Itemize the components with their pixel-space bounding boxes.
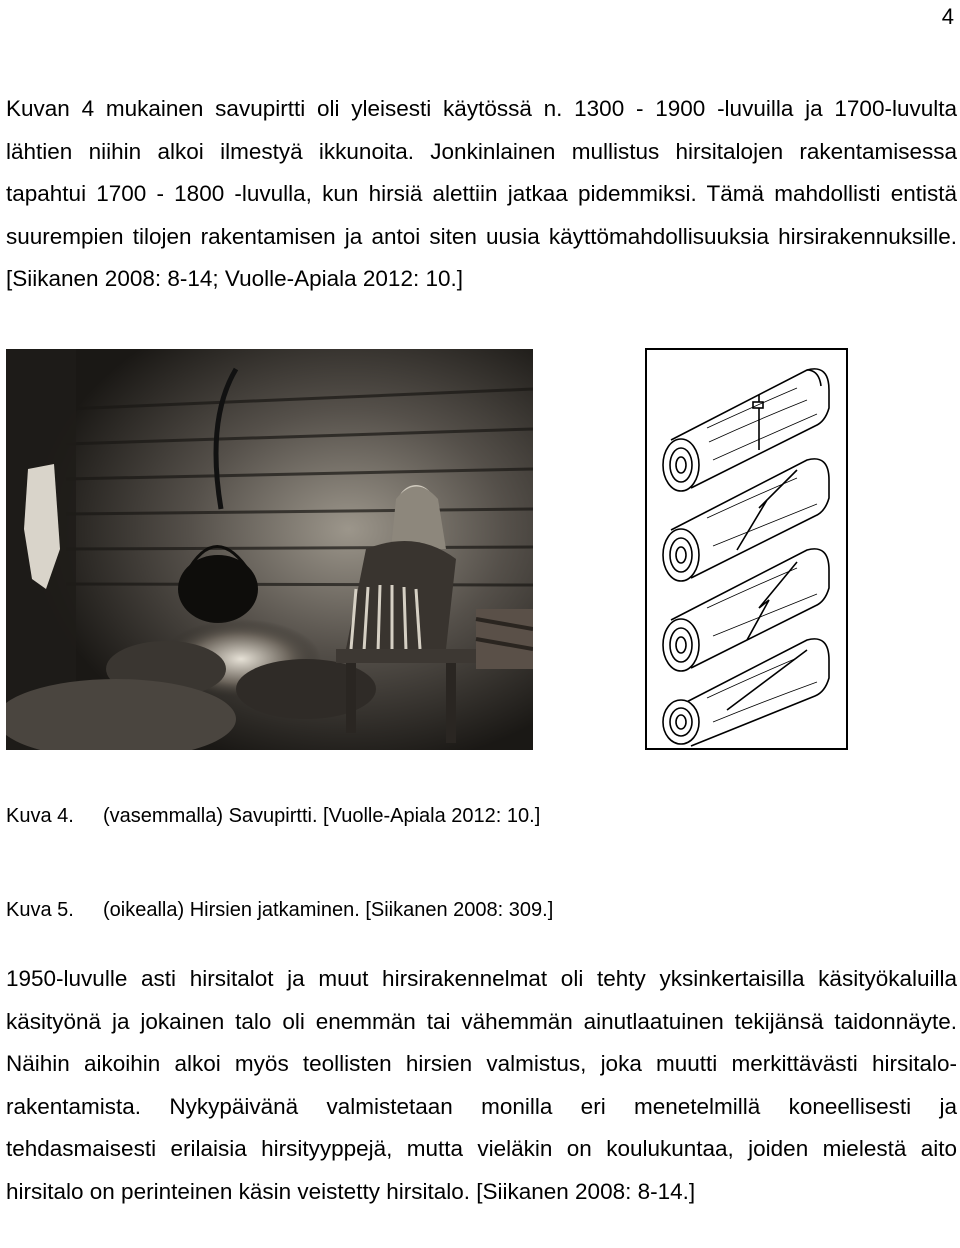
smoke-cabin-photo: [6, 349, 533, 750]
caption-label: Kuva 4.: [6, 805, 74, 827]
figure-caption-4: [6, 804, 540, 828]
log-splicing-drawing: [645, 348, 848, 750]
caption-label: Kuva 5.: [6, 899, 74, 921]
body-paragraph-1: Kuvan 4 mukainen savupirtti oli yleisesti käytössä n. 1300 - 1900 -luvuilla ja 1700-luvulta lähtien niihin alkoi ilmestyä ikkunoita. Jonkinlainen mullistus hirsitalojen rakentamisessa tapahtui 1700 - 1800 -luvulla, kun hirsiä alettiin jatkaa pidemmiksi. Tämä mahdollisti entistä suurempien tilojen rakentamisen ja antoi siten uusia käyttömahdollisuuksia hirsirakennuksille. [Siikanen 2008: 8-14; Vuolle-Apiala 2012: 10.]: [6, 96, 957, 292]
figure-caption-5: [6, 898, 553, 922]
page-number: 4: [941, 4, 954, 29]
caption-text: (oikealla) Hirsien jatkaminen. [Siikanen 2008: 309.]: [103, 899, 554, 921]
caption-text: (vasemmalla) Savupirtti. [Vuolle-Apiala 2012: 10.]: [103, 805, 541, 827]
body-paragraph-2: 1950-luvulle asti hirsitalot ja muut hirsirakennelmat oli tehty yksinkertaisilla käsityökaluilla käsityönä ja jokainen talo oli enemmän tai vähemmän ainutlaatuinen tekijänsä taidonnäyte. Näihin aikoihin alkoi myös teollisten hirsien valmistus, joka muutti merkittävästi hirsitalo-rakentamista. Nykypäivänä valmistetaan monilla eri menetelmillä koneellisesti ja tehdasmaisesti erilaisia hirsityyppejä, mutta vieläkin on koulukuntaa, joiden mielestä aito hirsitalo on perinteinen käsin veistetty hirsitalo. [Siikanen 2008: 8-14.]: [6, 966, 957, 1204]
